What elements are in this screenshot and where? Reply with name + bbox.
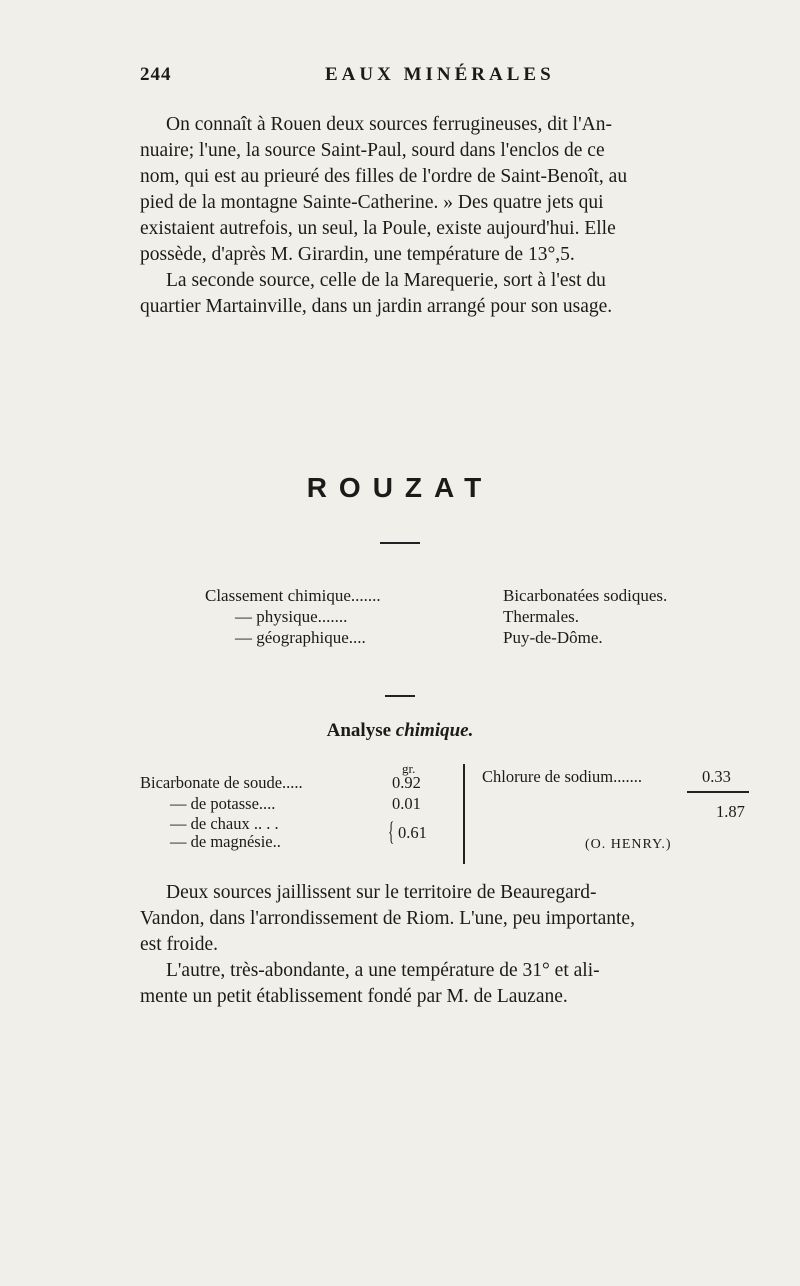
classement-label: — physique.......: [235, 607, 348, 626]
text-line: existaient autrefois, un seul, la Poule, existe aujourd'hui. Elle: [140, 218, 616, 239]
classement-value: Puy-de-Dôme.: [503, 628, 603, 647]
analyse-title-word: chimique.: [395, 720, 474, 741]
separator-rule: [385, 695, 415, 697]
analyse-row-label: — de potasse....: [170, 794, 276, 813]
intro-paragraph: [140, 112, 740, 320]
analyse-row-label: Bicarbonate de soude.....: [140, 773, 303, 792]
outro-paragraph: [140, 880, 740, 1010]
page-header: [140, 64, 740, 94]
analyse-row-value: 0.92: [392, 773, 421, 792]
text-line: est froide.: [140, 934, 218, 955]
brace-icon: {: [388, 817, 395, 846]
text-line: Deux sources jaillissent sur le territoire de Beauregard-: [166, 882, 597, 903]
section-title: ROUZAT: [306, 472, 494, 503]
classement-label: — géographique....: [235, 628, 366, 647]
classement-value: Bicarbonatées sodiques.: [503, 586, 668, 605]
analyse-row-value: 0.33: [702, 767, 731, 786]
section-rule: [380, 542, 420, 544]
text-line: On connaît à Rouen deux sources ferrugineuses, dit l'An-: [166, 114, 612, 135]
classement-value: Thermales.: [503, 607, 579, 626]
text-line: nom, qui est au prieuré des filles de l'ordre de Saint-Benoît, au: [140, 166, 628, 187]
unit-label: gr.: [402, 761, 416, 776]
text-line: quartier Martainville, dans un jardin arrangé pour son usage.: [140, 296, 613, 317]
text-line: La seconde source, celle de la Marequerie, sort à l'est du: [166, 270, 606, 291]
running-title: EAUX MINÉRALES: [325, 64, 555, 85]
text-line: nuaire; l'une, la source Saint-Paul, sourd dans l'enclos de ce: [140, 140, 605, 161]
text-line: possède, d'après M. Girardin, une température de 13°,5.: [140, 244, 575, 265]
classement-label: Classement chimique.......: [205, 586, 381, 605]
analyse-total: 1.87: [716, 802, 745, 821]
total-rule: [687, 791, 749, 793]
brace-value: 0.61: [398, 823, 427, 842]
text-line: Vandon, dans l'arrondissement de Riom. L'une, peu importante,: [140, 908, 635, 929]
analyse-row-value: 0.01: [392, 794, 421, 813]
text-line: mente un petit établissement fondé par M. de Lauzane.: [140, 986, 568, 1007]
text-line: L'autre, très-abondante, a une température de 31° et ali-: [166, 960, 600, 981]
analyst-credit: (O. HENRY.): [585, 837, 672, 852]
analyse-row-label: — de chaux .. . .: [170, 814, 279, 833]
analyse-row-label: — de magnésie..: [170, 832, 281, 851]
text-line: pied de la montagne Sainte-Catherine. » Des quatre jets qui: [140, 192, 604, 213]
column-divider: [463, 764, 465, 864]
analyse-row-label: Chlorure de sodium.......: [482, 767, 642, 786]
page-number: 244: [140, 64, 172, 85]
analyse-title: [0, 720, 800, 742]
analyse-title-word: Analyse: [326, 720, 392, 741]
